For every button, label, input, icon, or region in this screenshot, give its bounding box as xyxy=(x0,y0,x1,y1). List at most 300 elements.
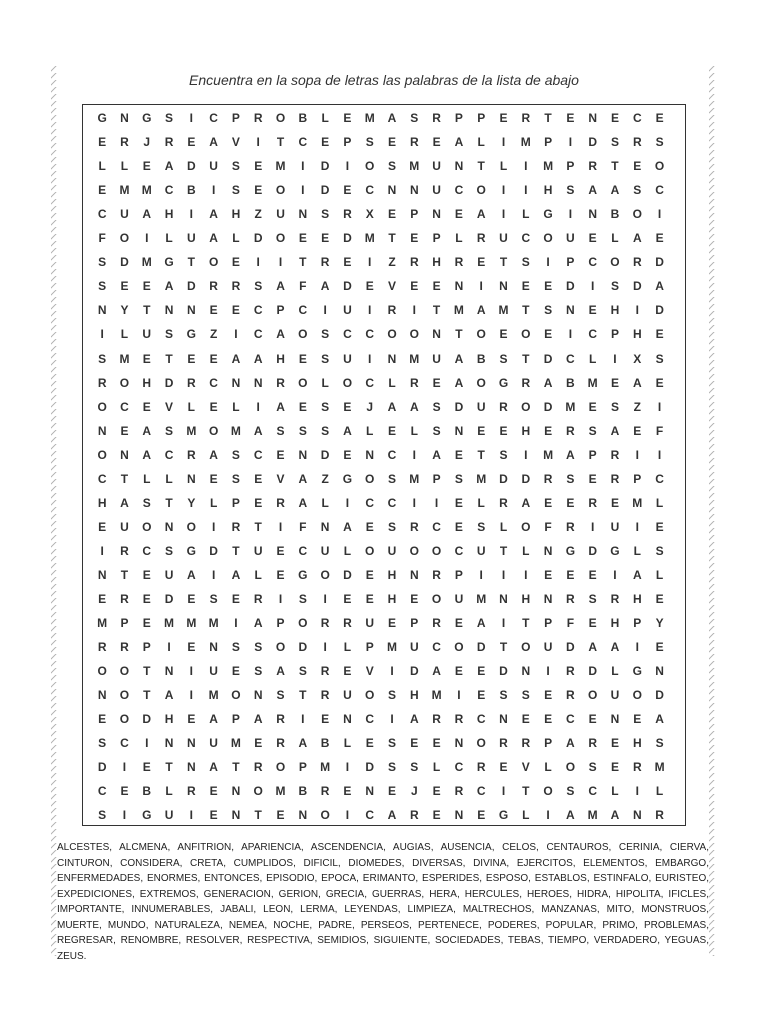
grid-letter: S xyxy=(388,688,397,703)
grid-letter: I xyxy=(657,447,662,462)
grid-letter: S xyxy=(231,183,240,198)
grid-row xyxy=(91,781,671,801)
grid-letter: T xyxy=(120,471,129,486)
grid-letter: H xyxy=(632,327,642,342)
grid-letter: L xyxy=(209,495,218,510)
grid-letter: R xyxy=(521,375,531,390)
grid-letter: C xyxy=(298,543,308,558)
grid-letter: Y xyxy=(120,303,129,318)
grid-letter: P xyxy=(276,303,285,318)
grid-letter: E xyxy=(321,135,330,150)
grid-row xyxy=(91,469,671,489)
grid-letter: E xyxy=(432,375,441,390)
grid-letter: T xyxy=(477,159,485,174)
grid-letter: C xyxy=(142,543,152,558)
grid-letter: S xyxy=(655,135,664,150)
grid-letter: D xyxy=(343,567,352,582)
grid-letter: L xyxy=(499,519,508,534)
grid-letter: O xyxy=(119,712,130,727)
grid-letter: S xyxy=(655,543,664,558)
grid-letter: O xyxy=(476,327,486,342)
grid-letter: D xyxy=(142,712,152,727)
grid-letter: U xyxy=(387,543,397,558)
grid-letter: O xyxy=(119,688,130,703)
grid-letter: M xyxy=(587,375,598,390)
grid-letter: S xyxy=(566,183,575,198)
grid-row xyxy=(91,349,671,369)
grid-letter: N xyxy=(120,447,129,462)
grid-letter: O xyxy=(365,471,375,486)
grid-letter: R xyxy=(409,135,419,150)
grid-letter: U xyxy=(120,207,129,222)
grid-letter: A xyxy=(164,159,174,174)
grid-letter: E xyxy=(454,519,463,534)
grid-letter: S xyxy=(98,808,107,823)
grid-letter: F xyxy=(98,231,106,246)
grid-letter: E xyxy=(432,135,441,150)
grid-letter: E xyxy=(410,231,419,246)
grid-letter: E xyxy=(454,447,463,462)
grid-letter: R xyxy=(566,664,575,679)
grid-letter: U xyxy=(432,159,441,174)
grid-letter: F xyxy=(544,519,552,534)
grid-letter: I xyxy=(368,303,372,318)
grid-letter: I xyxy=(256,135,260,150)
grid-letter: E xyxy=(276,543,285,558)
grid-letter: R xyxy=(120,135,129,150)
grid-letter: A xyxy=(164,688,174,703)
grid-letter: O xyxy=(97,399,107,414)
grid-letter: I xyxy=(100,543,104,558)
grid-letter: N xyxy=(298,447,308,462)
grid-letter: L xyxy=(187,399,195,414)
grid-letter: I xyxy=(122,808,127,823)
grid-letter: U xyxy=(454,592,464,606)
grid-letter: N xyxy=(97,303,107,318)
grid-letter: C xyxy=(209,375,218,390)
grid-letter: E xyxy=(365,279,374,294)
grid-letter: E xyxy=(521,712,530,727)
grid-letter: O xyxy=(610,255,620,270)
grid-letter: S xyxy=(432,399,441,414)
grid-letter: G xyxy=(342,471,353,486)
grid-letter: U xyxy=(253,543,263,558)
grid-letter: I xyxy=(434,495,439,510)
grid-letter: A xyxy=(209,447,218,462)
grid-letter: O xyxy=(543,784,553,799)
grid-letter: A xyxy=(409,399,419,414)
grid-letter: E xyxy=(209,303,218,318)
grid-letter: T xyxy=(143,664,151,679)
grid-letter: E xyxy=(477,255,486,270)
grid-letter: L xyxy=(633,543,641,558)
grid-letter: C xyxy=(588,255,598,270)
grid-letter: E xyxy=(343,592,352,606)
grid-letter: S xyxy=(566,471,575,486)
grid-letter: N xyxy=(521,664,531,679)
grid-letter: C xyxy=(454,543,464,558)
grid-letter: E xyxy=(655,375,664,390)
grid-letter: S xyxy=(499,688,508,703)
grid-letter: O xyxy=(97,447,107,462)
grid-letter: E xyxy=(432,279,441,294)
grid-letter: N xyxy=(187,471,196,486)
grid-letter: E xyxy=(499,423,508,438)
grid-letter: N xyxy=(409,183,419,198)
grid-letter: O xyxy=(231,688,241,703)
grid-letter: N xyxy=(164,664,174,679)
grid-letter: P xyxy=(432,471,441,486)
grid-letter: N xyxy=(365,784,375,799)
grid-letter: R xyxy=(120,543,129,558)
grid-letter: R xyxy=(253,592,263,606)
grid-letter: O xyxy=(521,519,531,534)
grid-letter: I xyxy=(412,495,416,510)
grid-letter: O xyxy=(97,664,107,679)
grid-letter: J xyxy=(410,784,418,799)
grid-letter: O xyxy=(342,375,353,390)
grid-letter: E xyxy=(499,111,508,125)
grid-letter: R xyxy=(276,712,285,727)
grid-letter: R xyxy=(566,423,575,438)
grid-letter: I xyxy=(301,159,305,174)
grid-letter: E xyxy=(544,423,553,438)
grid-letter: E xyxy=(588,399,597,414)
grid-letter: A xyxy=(142,207,152,222)
grid-letter: C xyxy=(365,495,375,510)
grid-letter: E xyxy=(231,255,240,270)
grid-letter: R xyxy=(432,712,441,727)
grid-letter: T xyxy=(299,688,307,703)
grid-letter: L xyxy=(522,207,530,222)
grid-letter: S xyxy=(432,423,441,438)
grid-letter: C xyxy=(632,111,642,125)
grid-letter: V xyxy=(521,760,530,775)
grid-letter: H xyxy=(521,423,531,438)
grid-letter: U xyxy=(409,640,419,655)
grid-letter: D xyxy=(320,159,330,174)
grid-letter: M xyxy=(141,255,152,270)
grid-letter: E xyxy=(187,712,196,727)
grid-row xyxy=(91,517,671,537)
grid-letter: E xyxy=(142,159,151,174)
grid-letter: A xyxy=(298,736,308,751)
grid-letter: E xyxy=(209,471,218,486)
grid-letter: O xyxy=(253,784,263,799)
grid-letter: I xyxy=(501,784,506,799)
grid-letter: I xyxy=(457,688,461,703)
grid-letter: B xyxy=(610,207,620,222)
grid-letter: T xyxy=(120,567,129,582)
grid-letter: N xyxy=(97,688,107,703)
grid-letter: U xyxy=(476,543,486,558)
grid-letter: C xyxy=(521,231,531,246)
grid-letter: O xyxy=(186,519,196,534)
grid-letter: E xyxy=(477,808,486,823)
grid-letter: C xyxy=(387,495,397,510)
grid-letter: E xyxy=(521,279,530,294)
grid-letter: E xyxy=(187,135,196,150)
grid-letter: L xyxy=(410,423,418,438)
grid-letter: G xyxy=(97,111,107,125)
grid-letter: O xyxy=(476,375,486,390)
grid-letter: L xyxy=(611,231,619,246)
grid-letter: E xyxy=(254,471,263,486)
grid-letter: C xyxy=(164,447,174,462)
grid-letter: O xyxy=(365,543,375,558)
grid-row xyxy=(91,132,671,152)
grid-letter: N xyxy=(432,327,441,342)
grid-letter: T xyxy=(499,640,508,655)
grid-letter: E xyxy=(298,399,307,414)
grid-letter: E xyxy=(544,327,553,342)
grid-letter: D xyxy=(655,255,664,270)
grid-letter: E xyxy=(454,495,463,510)
grid-letter: M xyxy=(409,159,420,174)
grid-letter: S xyxy=(276,688,285,703)
grid-letter: D xyxy=(655,303,664,318)
grid-letter: P xyxy=(454,567,463,582)
grid-letter: B xyxy=(298,111,308,125)
grid-letter: E xyxy=(633,159,642,174)
grid-letter: R xyxy=(499,495,508,510)
grid-letter: E xyxy=(388,207,397,222)
grid-letter: O xyxy=(409,543,419,558)
grid-letter: E xyxy=(343,255,352,270)
grid-letter: C xyxy=(476,712,486,727)
grid-letter: S xyxy=(588,423,597,438)
grid-letter: O xyxy=(654,159,665,174)
grid-letter: A xyxy=(120,495,129,510)
grid-letter: J xyxy=(143,135,151,150)
grid-letter: O xyxy=(275,231,286,246)
grid-letter: M xyxy=(543,447,554,462)
grid-letter: T xyxy=(432,303,441,318)
grid-letter: L xyxy=(343,640,352,655)
grid-letter: A xyxy=(543,375,553,390)
grid-letter: H xyxy=(387,567,397,582)
grid-letter: S xyxy=(410,760,419,775)
grid-letter: R xyxy=(343,207,352,222)
grid-letter: I xyxy=(145,231,149,246)
grid-letter: N xyxy=(164,519,174,534)
grid-letter: T xyxy=(232,543,240,558)
grid-letter: T xyxy=(143,303,151,318)
grid-letter: U xyxy=(476,399,486,414)
grid-letter: M xyxy=(364,111,375,125)
grid-letter: U xyxy=(365,616,375,631)
grid-letter: A xyxy=(432,447,441,462)
grid-letter: N xyxy=(454,279,464,294)
grid-letter: U xyxy=(142,327,152,342)
grid-letter: I xyxy=(635,447,639,462)
grid-letter: O xyxy=(588,688,598,703)
grid-letter: S xyxy=(254,640,263,655)
grid-letter: R xyxy=(543,471,553,486)
grid-letter: E xyxy=(209,399,218,414)
grid-letter: I xyxy=(501,567,506,582)
grid-letter: L xyxy=(611,784,619,799)
grid-letter: M xyxy=(387,640,397,655)
grid-letter: I xyxy=(189,207,193,222)
grid-letter: I xyxy=(345,495,350,510)
grid-letter: H xyxy=(97,495,107,510)
grid-letter: S xyxy=(209,592,218,606)
grid-row xyxy=(91,228,671,248)
grid-letter: E xyxy=(477,423,486,438)
grid-letter: C xyxy=(566,712,575,727)
grid-letter: I xyxy=(524,183,528,198)
grid-letter: R xyxy=(164,135,174,150)
grid-letter: E xyxy=(454,664,463,679)
grid-letter: N xyxy=(588,111,598,125)
grid-letter: E xyxy=(432,784,441,799)
grid-letter: L xyxy=(98,159,106,174)
grid-letter: U xyxy=(187,231,196,246)
grid-row xyxy=(91,108,671,128)
grid-letter: N xyxy=(454,808,464,823)
grid-letter: O xyxy=(543,231,553,246)
grid-letter: N xyxy=(209,640,218,655)
grid-letter: I xyxy=(301,183,305,198)
grid-letter: A xyxy=(253,712,263,727)
grid-letter: N xyxy=(432,207,441,222)
grid-letter: L xyxy=(455,231,463,246)
grid-letter: R xyxy=(521,111,531,125)
grid-row xyxy=(91,661,671,681)
grid-letter: E xyxy=(187,351,196,366)
grid-letter: V xyxy=(388,279,397,294)
grid-letter: I xyxy=(479,279,483,294)
grid-letter: B xyxy=(320,736,330,751)
grid-letter: A xyxy=(610,183,620,198)
grid-letter: E xyxy=(120,279,129,294)
grid-letter: E xyxy=(432,808,441,823)
grid-letter: I xyxy=(412,303,416,318)
grid-letter: P xyxy=(276,616,285,631)
word-search-grid xyxy=(82,104,686,826)
grid-row xyxy=(91,156,671,176)
grid-letter: E xyxy=(610,111,619,125)
grid-letter: E xyxy=(454,207,463,222)
grid-letter: G xyxy=(186,327,196,342)
grid-letter: E xyxy=(98,519,107,534)
grid-letter: L xyxy=(589,351,597,366)
grid-letter: L xyxy=(522,543,530,558)
grid-letter: D xyxy=(632,279,642,294)
grid-letter: B xyxy=(476,351,486,366)
grid-letter: E xyxy=(276,808,285,823)
grid-letter: E xyxy=(321,712,330,727)
grid-row xyxy=(91,493,671,513)
grid-letter: R xyxy=(120,592,129,606)
grid-letter: T xyxy=(477,447,485,462)
grid-letter: P xyxy=(365,640,374,655)
grid-letter: P xyxy=(544,736,553,751)
grid-letter: S xyxy=(588,760,597,775)
grid-letter: O xyxy=(565,760,576,775)
grid-letter: R xyxy=(409,255,419,270)
grid-letter: N xyxy=(187,303,196,318)
grid-letter: U xyxy=(432,183,441,198)
grid-letter: I xyxy=(211,183,216,198)
grid-letter: E xyxy=(98,592,107,606)
grid-letter: H xyxy=(543,183,553,198)
grid-letter: I xyxy=(479,567,483,582)
grid-letter: I xyxy=(524,159,528,174)
grid-letter: P xyxy=(410,207,419,222)
grid-letter: M xyxy=(453,303,464,318)
grid-letter: E xyxy=(388,423,397,438)
grid-letter: A xyxy=(298,471,308,486)
grid-letter: R xyxy=(187,375,196,390)
grid-letter: P xyxy=(231,495,240,510)
grid-letter: T xyxy=(165,760,173,775)
grid-letter: H xyxy=(632,592,642,606)
grid-letter: P xyxy=(566,255,575,270)
grid-letter: S xyxy=(254,279,263,294)
grid-letter: S xyxy=(321,423,330,438)
grid-letter: E xyxy=(477,664,486,679)
grid-letter: O xyxy=(476,736,486,751)
grid-letter: I xyxy=(323,640,327,655)
grid-letter: P xyxy=(432,231,441,246)
grid-letter: O xyxy=(454,640,464,655)
grid-letter: T xyxy=(499,255,508,270)
grid-letter: U xyxy=(164,808,174,823)
grid-letter: E xyxy=(566,111,575,125)
grid-letter: S xyxy=(142,495,151,510)
grid-letter: I xyxy=(211,519,216,534)
grid-letter: O xyxy=(320,567,330,582)
grid-letter: R xyxy=(387,303,397,318)
grid-letter: C xyxy=(365,375,375,390)
grid-letter: O xyxy=(275,111,286,125)
grid-letter: U xyxy=(543,640,553,655)
grid-letter: O xyxy=(409,327,419,342)
grid-letter: D xyxy=(164,375,174,390)
grid-letter: O xyxy=(387,327,397,342)
grid-letter: O xyxy=(275,760,286,775)
grid-letter: S xyxy=(165,423,174,438)
grid-letter: O xyxy=(275,640,286,655)
grid-letter: I xyxy=(546,255,550,270)
grid-letter: I xyxy=(323,592,327,606)
grid-letter: H xyxy=(142,375,152,390)
grid-letter: A xyxy=(588,640,598,655)
grid-row xyxy=(91,589,671,609)
grid-letter: R xyxy=(476,231,486,246)
grid-letter: N xyxy=(253,375,263,390)
grid-letter: S xyxy=(231,471,240,486)
grid-letter: L xyxy=(655,784,664,799)
grid-letter: M xyxy=(97,616,108,631)
grid-letter: E xyxy=(454,616,463,631)
grid-letter: I xyxy=(301,712,305,727)
grid-letter: C xyxy=(298,303,308,318)
grid-letter: E xyxy=(588,567,597,582)
grid-letter: G xyxy=(543,207,553,222)
grid-letter: E xyxy=(231,664,240,679)
grid-letter: R xyxy=(343,616,352,631)
grid-letter: H xyxy=(610,303,620,318)
grid-letter: P xyxy=(477,111,486,125)
grid-letter: I xyxy=(122,760,127,775)
grid-letter: I xyxy=(568,327,573,342)
grid-letter: P xyxy=(633,471,642,486)
grid-letter: E xyxy=(655,519,664,534)
grid-letter: I xyxy=(167,640,171,655)
